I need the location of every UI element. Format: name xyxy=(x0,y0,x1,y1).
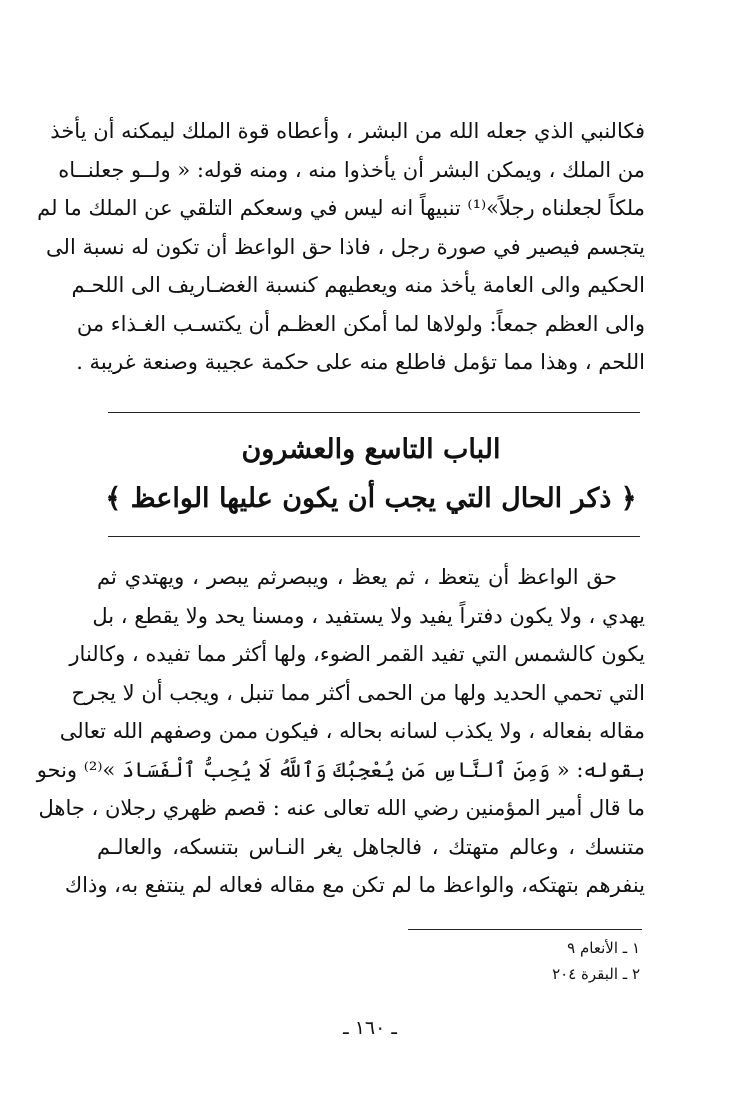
ornamental-bracket-open: ﴿ xyxy=(620,483,637,514)
text-line: من الملك ، ويمكن البشر أن يأخذوا منه ، ومنه قوله: « ولــو جعلنــاه xyxy=(58,157,645,182)
divider-middle xyxy=(108,536,640,537)
text-line: ما قال أمير المؤمنين رضي الله تعالى عنه : قصم ظهري رجلان ، جاهل xyxy=(38,796,645,820)
text-line: اللحم ، وهذا مما تؤمل فاطلع منه على حكمة عجيبة وصنعة غريبة . xyxy=(76,350,645,374)
footnote: ١ ـ الأنعام ٩ xyxy=(567,939,640,957)
text-line: حق الواعظ أن يتعظ ، ثم يعظ ، ويبصرثم يبصر ، ويهتدي ثم xyxy=(97,565,617,589)
text-line: ملكاً لجعلناه رجلاً»⁽¹⁾ تنبيهاً انه ليس في وسعكم التلقي عن الملك ما لم xyxy=(37,196,645,220)
text-line: ينفرهم بتهتكه، والواعظ ما لم تكن مع مقاله فعاله لم ينتفع به، وذاك xyxy=(64,873,645,897)
text-line: يكون كالشمس التي تفيد القمر الضوء، ولها أكثر مما تفيده ، وكالنار xyxy=(69,642,645,666)
text-line: والى العظم جمعاً: ولولاها لما أمكن العظـم أن يكتسـب الغـذاء من xyxy=(76,311,645,336)
text-line: متنسك ، وعالم متهتك ، فالجاهل يغر النـاس بتنسكه، والعالـم xyxy=(97,834,645,859)
ornamental-bracket-close: ﴾ xyxy=(105,483,122,514)
chapter-subheading xyxy=(97,478,645,520)
text-line: الحكيم والى العامة يأخذ منه ويعطيهم كنسبة الغضـاريف الى اللحـم xyxy=(71,273,645,297)
paragraph-1 xyxy=(37,112,645,382)
chapter-subheading-text: ذكر الحال التي يجب أن يكون عليها الواعظ xyxy=(130,483,612,514)
footnote: ٢ ـ البقرة ٢٠٤ xyxy=(552,965,640,983)
paragraph-2 xyxy=(36,558,645,905)
chapter-heading: الباب التاسع والعشرون xyxy=(241,434,501,465)
page-number: ـ ١٦٠ ـ xyxy=(343,1017,397,1039)
divider-top xyxy=(108,412,640,413)
text-line: فكالنبي الذي جعله الله من البشر ، وأعطاه قوة الملك ليمكنه أن يأخذ xyxy=(50,119,645,143)
text-line: التي تحمي الحديد ولها من الحمى أكثر مما تنبل ، ويجب أن لا يجرح xyxy=(71,680,645,705)
text-line: بقوله: « وَمِنَ ٱلنَّاسِ مَن يُعْجِبُكَ وَٱللَّهُ لَا يُحِبُّ ٱلْفَسَادَ »⁽²⁾ ونحو xyxy=(36,757,645,782)
text-line: يتجسم فيصير في صورة رجل ، فاذا حق الواعظ أن تكون له نسبة الى xyxy=(46,234,645,259)
text-line: يهدي ، ولا يكون دفتراً يفيد ولا يستفيد ، ومسنا يحد ولا يقطع ، بل xyxy=(92,603,645,628)
footnote-divider xyxy=(408,929,642,930)
text-line: مقاله بفعاله ، ولا يكذب لسانه بحاله ، فيكون ممن وصفهم الله تعالى xyxy=(59,719,645,743)
